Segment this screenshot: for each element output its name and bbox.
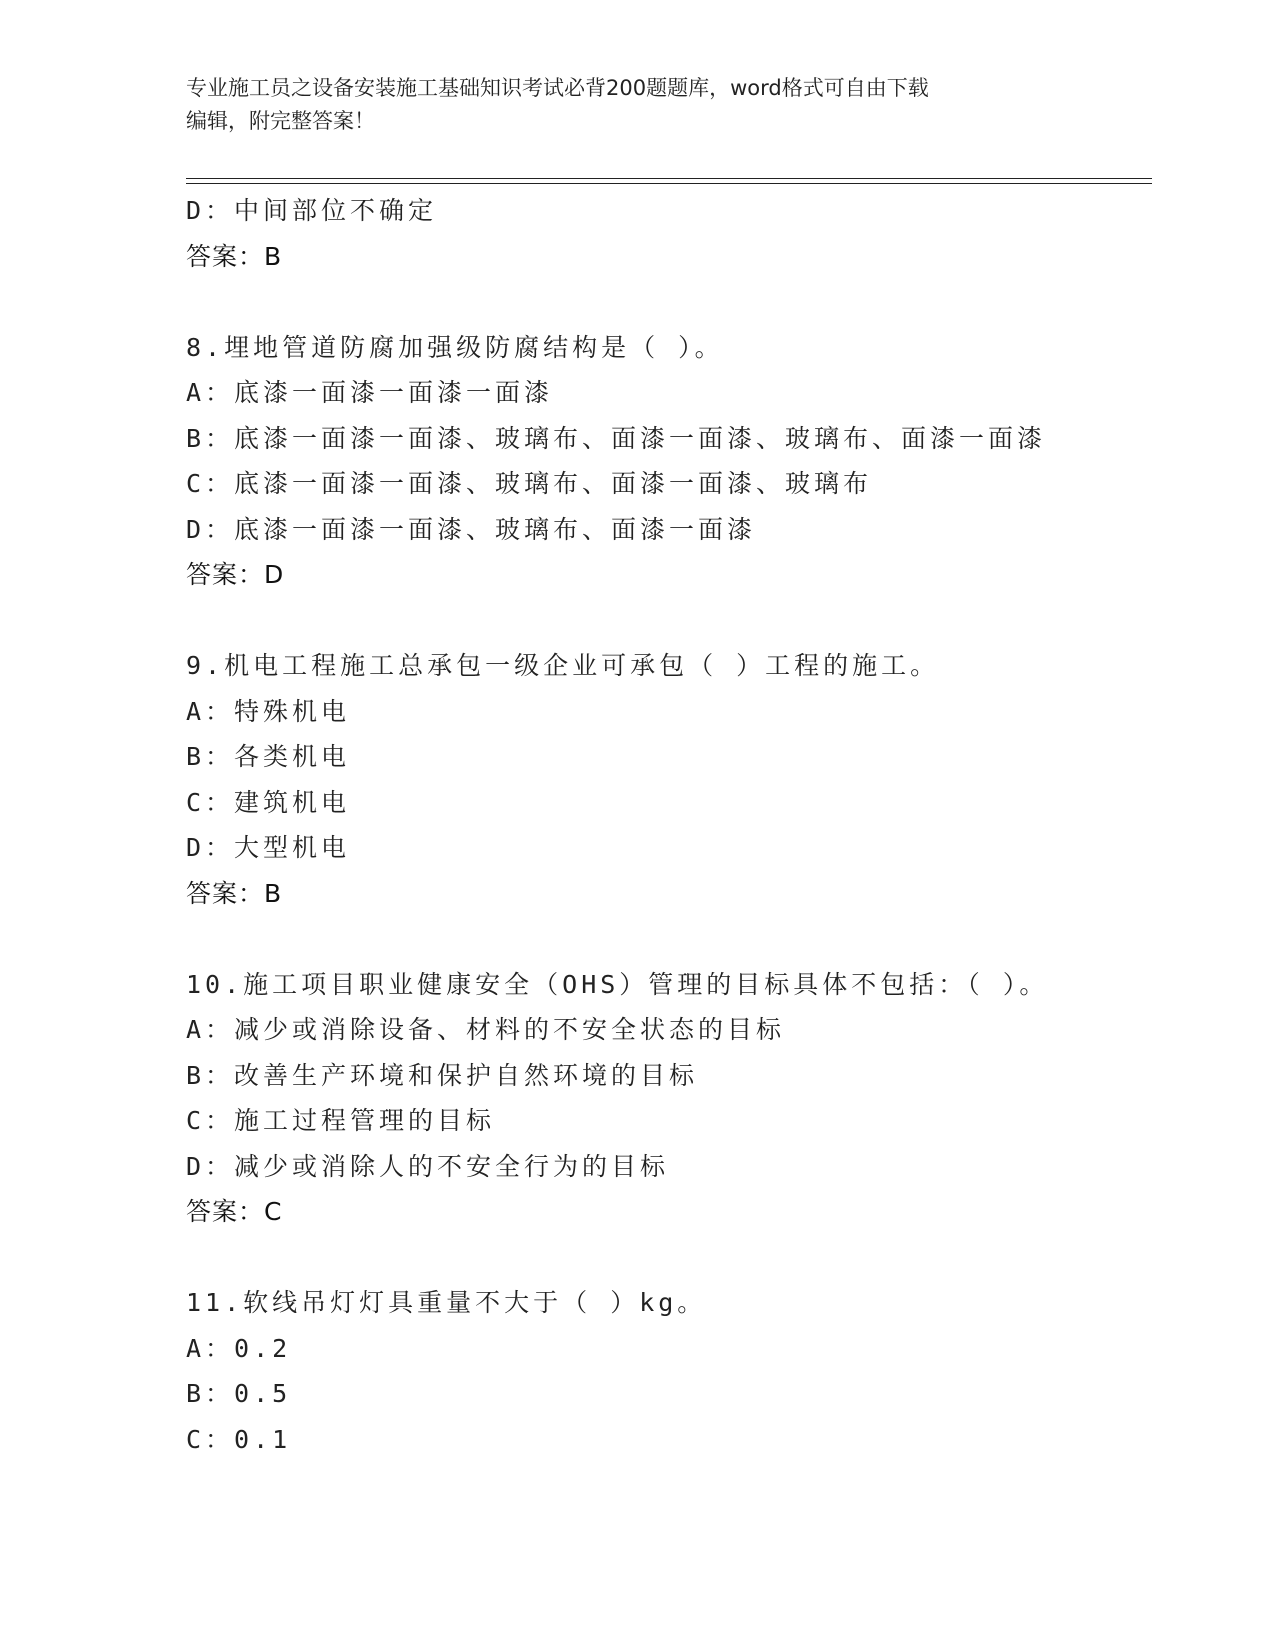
prev-answer: 答案：B: [186, 241, 283, 271]
question-10: [186, 962, 1146, 1235]
option-d: D：大型机电: [186, 833, 351, 862]
option-a: A：减少或消除设备、材料的不安全状态的目标: [186, 1015, 786, 1044]
question-stem: 10.施工项目职业健康安全（OHS）管理的目标具体不包括：（ ）。: [186, 969, 1049, 999]
spacer: [186, 916, 1146, 962]
option-b: B：各类机电: [186, 742, 351, 771]
option-a: A：底漆一面漆一面漆一面漆: [186, 378, 554, 407]
question-9: [186, 643, 1146, 916]
header-rule-top: [186, 178, 1152, 179]
option-b: B：底漆一面漆一面漆、玻璃布、面漆一面漆、玻璃布、面漆一面漆: [186, 423, 1047, 453]
question-content: [186, 188, 1146, 1462]
question-8: [186, 325, 1146, 598]
prev-option-d: D：中间部位不确定: [186, 196, 438, 225]
header-line-1: 专业施工员之设备安装施工基础知识考试必背200题题库，word格式可自由下载: [186, 76, 929, 100]
option-c: C：施工过程管理的目标: [186, 1106, 496, 1135]
spacer: [186, 1235, 1146, 1281]
question-stem: 8.埋地管道防腐加强级防腐结构是（ ）。: [186, 332, 724, 362]
option-c: C：建筑机电: [186, 787, 351, 817]
question-stem: 9.机电工程施工总承包一级企业可承包（ ）工程的施工。: [186, 651, 940, 680]
spacer: [186, 279, 1146, 325]
option-a: A：特殊机电: [186, 696, 351, 726]
answer: 答案：B: [186, 878, 283, 908]
option-b: B：0.5: [186, 1379, 292, 1408]
option-b: B：改善生产环境和保护自然环境的目标: [186, 1060, 699, 1090]
option-d: D：减少或消除人的不安全行为的目标: [186, 1151, 670, 1181]
answer: 答案：C: [186, 1197, 283, 1226]
option-c: C：底漆一面漆一面漆、玻璃布、面漆一面漆、玻璃布: [186, 469, 873, 498]
question-11: [186, 1280, 1146, 1462]
option-a: A：0.2: [186, 1333, 292, 1363]
answer: 答案：D: [186, 560, 285, 589]
header-line-2: 编辑，附完整答案！: [186, 109, 375, 133]
document-header: [186, 72, 1086, 138]
question-stem: 11.软线吊灯灯具重量不大于（ ）kg。: [186, 1288, 707, 1317]
option-c: C：0.1: [186, 1424, 292, 1454]
option-d: D：底漆一面漆一面漆、玻璃布、面漆一面漆: [186, 514, 757, 544]
spacer: [186, 598, 1146, 644]
header-rule-bottom: [186, 183, 1152, 184]
